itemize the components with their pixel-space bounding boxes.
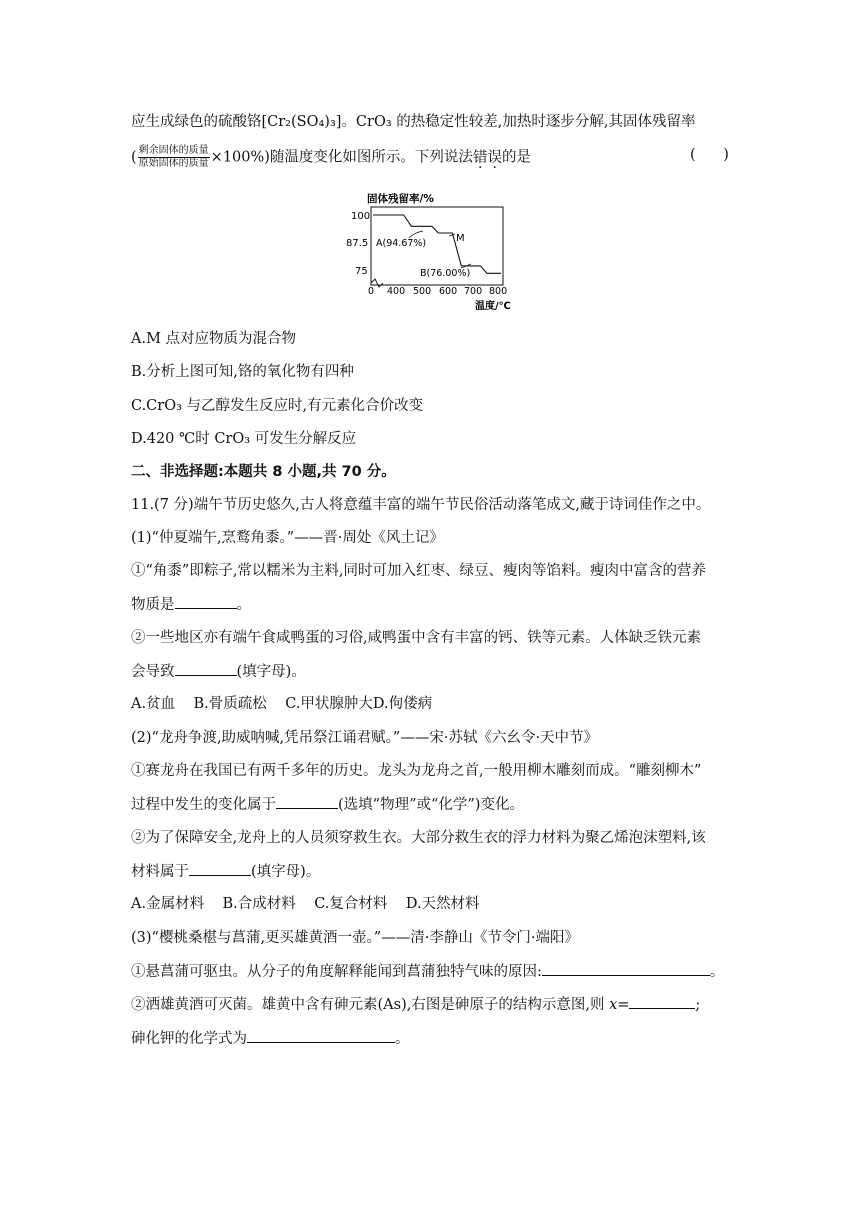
q11-part1-1b-text: 物质是 <box>131 597 175 613</box>
q11-part2-options: A.金属材料 B.合成材料 C.复合材料 D.天然材料 <box>131 896 480 912</box>
open-paren: ( <box>131 149 137 166</box>
y-tick-75: 75 <box>355 266 368 277</box>
answer-blank-3[interactable] <box>276 794 338 809</box>
q11-part3-1-end: 。 <box>709 964 725 980</box>
q11-part1-1b-end: 。 <box>236 597 251 613</box>
q11-part3-2 <box>131 994 700 1015</box>
fraction-denominator: 原始固体的质量 <box>138 158 209 169</box>
fraction-numerator: 剩余固体的质量 <box>138 145 209 156</box>
answer-blank-4[interactable] <box>189 861 251 876</box>
option-d: D.420 ℃时 CrO₃ 可发生分解反应 <box>131 431 357 447</box>
q11-part1-2b-end: (填字母)。 <box>236 664 306 680</box>
q11-part2-1a: ①赛龙舟在我国已有两千多年的历史。龙头为龙舟之首,一般用柳木雕刻而成。“雕刻柳木” <box>131 763 702 779</box>
q11-part3-2-end: ; <box>695 997 701 1013</box>
annotation-a: A(94.67%) <box>376 238 427 249</box>
q11-stem: 11.(7 分)端午节历史悠久,古人将意蕴丰富的端午节民俗活动落笔成文,藏于诗词佳作之中。 <box>131 497 711 513</box>
annotation-a-leader <box>409 231 423 238</box>
x-tick-600: 600 <box>439 286 458 297</box>
q11-part1-2a: ②一些地区亦有端午食咸鸭蛋的习俗,咸鸭蛋中含有丰富的钙、铁等元素。人体缺乏铁元素 <box>131 630 702 646</box>
q11-part2-2b <box>131 861 320 882</box>
q11-part3-1-text: ①悬菖蒲可驱虫。从分子的角度解释能闻到菖蒲独特气味的原因: <box>131 964 542 980</box>
q11-part3-1 <box>131 961 724 982</box>
answer-blank-6[interactable] <box>629 994 695 1009</box>
intro-text-3: 的是 <box>501 149 531 166</box>
x-tick-800: 800 <box>489 286 508 297</box>
q11-part2-2b-text: 材料属于 <box>131 864 189 880</box>
intro-line-1 <box>131 112 695 132</box>
q11-part3-3-text: 砷化钾的化学式为 <box>131 1031 247 1047</box>
section-heading: 二、非选择题:本题共 8 小题,共 70 分。 <box>131 464 396 480</box>
annotation-m-leader <box>449 234 455 236</box>
q11-part2-1b-end: (选填“物理”或“化学”)变化。 <box>338 797 524 813</box>
variable-x: x <box>609 997 618 1013</box>
answer-blank-2[interactable] <box>175 661 237 676</box>
q11-part2-2b-end: (填字母)。 <box>251 864 321 880</box>
emphasis-word <box>473 150 502 166</box>
q11-part2-1b <box>131 794 524 815</box>
option-a: A.M 点对应物质为混合物 <box>131 331 297 347</box>
q11-part1-quote: (1)“仲夏端午,烹鹜角黍。”——晋·周处《风土记》 <box>131 530 444 546</box>
q11-part1-2b-text: 会导致 <box>131 664 175 680</box>
equals-sign: = <box>617 997 630 1013</box>
option-b: B.分析上图可知,铬的氧化物有四种 <box>131 364 354 380</box>
annotation-m: M <box>456 233 465 244</box>
chart-title: 固体残留率/% <box>367 193 434 205</box>
q11-part1-1b <box>131 594 251 615</box>
q11-part2-1b-text: 过程中发生的变化属于 <box>131 797 276 813</box>
q11-part3-quote: (3)“樱桃桑椹与菖蒲,更买雄黄酒一壶。”——清·李静山《节令门·端阳》 <box>131 930 579 946</box>
x-tick-400: 400 <box>387 286 406 297</box>
emphasis-char-1: 错 <box>472 149 488 166</box>
intro-text-2: ×100%)随温度变化如图所示。下列说法 <box>210 149 473 166</box>
annotation-b: B(76.00%) <box>420 268 471 279</box>
q11-part1-options: A.贫血 B.骨质疏松 C.甲状腺肿大D.佝偻病 <box>131 696 433 712</box>
option-c: C.CrO₃ 与乙醇发生反应时,有元素化合价改变 <box>131 398 424 414</box>
x-tick-500: 500 <box>413 286 432 297</box>
q11-part3-3-end: 。 <box>395 1031 410 1047</box>
q11-part3-3 <box>131 1028 410 1049</box>
q11-part1-1a: ①“角黍”即粽子,常以糯米为主料,同时可加入红枣、绿豆、瘦肉等馅料。瘦肉中富含的营养 <box>131 563 707 579</box>
x-tick-700: 700 <box>464 286 483 297</box>
intro-line-2 <box>131 145 531 170</box>
answer-blank-7[interactable] <box>247 1028 395 1043</box>
y-tick-87-5: 87.5 <box>346 238 369 249</box>
answer-blank-5[interactable] <box>542 961 710 976</box>
y-tick-100: 100 <box>351 211 371 222</box>
x-tick-0: 0 <box>368 286 375 297</box>
intro-text-1: 应生成绿色的硫酸铬[Cr₂(SO₄)₃]。CrO₃ 的热稳定性较差,加热时逐步分解,其固体残留率 <box>131 114 696 130</box>
residue-chart <box>343 188 513 313</box>
emphasis-char-2: 误 <box>487 149 502 166</box>
q11-part3-2-text: ②洒雄黄酒可灭菌。雄黄中含有砷元素(As),右图是砷原子的结构示意图,则 <box>131 997 610 1013</box>
x-axis-label: 温度/℃ <box>475 301 511 312</box>
residue-fraction <box>138 145 210 170</box>
q11-part2-2a: ②为了保障安全,龙舟上的人员须穿救生衣。大部分救生衣的浮力材料为聚乙烯泡沫塑料,该 <box>131 830 706 846</box>
answer-blank-1[interactable] <box>175 594 237 609</box>
q11-part2-quote: (2)“龙舟争渡,助威呐喊,凭吊祭江诵君赋。”——宋·苏轼《六幺令·天中节》 <box>131 730 599 746</box>
q11-part1-2b <box>131 661 306 682</box>
answer-paren: ( ) <box>690 147 729 163</box>
